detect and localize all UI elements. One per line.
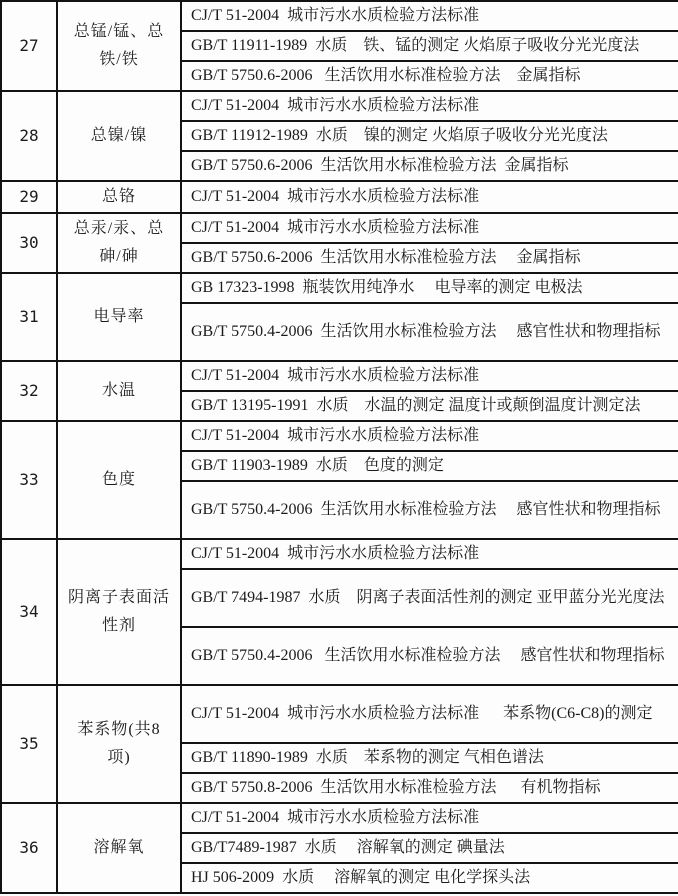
standard-cell: HJ 506-2009 水质 溶解氧的测定 电化学探头法 xyxy=(181,863,678,893)
row-number-cell: 31 xyxy=(1,273,57,361)
standard-cell: GB/T 5750.8-2006 生活饮用水标准检验方法 有机物指标 xyxy=(181,773,678,803)
parameter-name-cell: 色度 xyxy=(57,421,181,539)
parameter-name-cell: 总汞/汞、总砷/砷 xyxy=(57,213,181,273)
row-number-cell: 32 xyxy=(1,361,57,421)
standard-cell: GB/T 5750.4-2006 生活饮用水标准检验方法 感官性状和物理指标 xyxy=(181,303,678,361)
standard-cell: CJ/T 51-2004 城市污水水质检验方法标准 xyxy=(181,361,678,391)
standard-cell: CJ/T 51-2004 城市污水水质检验方法标准 xyxy=(181,421,678,451)
table-row xyxy=(1,539,678,569)
parameter-name-cell: 溶解氧 xyxy=(57,803,181,893)
standard-cell: GB/T 7494-1987 水质 阴离子表面活性剂的测定 亚甲蓝分光光度法 xyxy=(181,569,678,627)
parameter-name-cell: 总锰/锰、总铁/铁 xyxy=(57,1,181,91)
standard-cell: GB/T 5750.4-2006 生活饮用水标准检验方法 感官性状和物理指标 xyxy=(181,481,678,539)
standard-cell: GB/T 5750.6-2006 生活饮用水标准检验方法 金属指标 xyxy=(181,151,678,181)
standard-cell: GB/T 5750.6-2006 生活饮用水标准检验方法 金属指标 xyxy=(181,61,678,91)
standard-cell: GB/T 5750.4-2006 生活饮用水标准检验方法 感官性状和物理指标 xyxy=(181,627,678,685)
standard-cell: CJ/T 51-2004 城市污水水质检验方法标准 苯系物(C6-C8)的测定 xyxy=(181,685,678,743)
row-number-cell: 36 xyxy=(1,803,57,893)
table-row xyxy=(1,421,678,451)
standard-cell: GB/T 13195-1991 水质 水温的测定 温度计或颠倒温度计测定法 xyxy=(181,391,678,421)
parameter-name-cell: 苯系物(共8项) xyxy=(57,685,181,803)
table-row xyxy=(1,273,678,303)
standard-cell: CJ/T 51-2004 城市污水水质检验方法标准 xyxy=(181,181,678,213)
row-number-cell: 30 xyxy=(1,213,57,273)
table-row xyxy=(1,685,678,743)
table-row xyxy=(1,1,678,31)
row-number-cell: 28 xyxy=(1,91,57,181)
standard-cell: CJ/T 51-2004 城市污水水质检验方法标准 xyxy=(181,539,678,569)
standard-cell: GB/T 11912-1989 水质 镍的测定 火焰原子吸收分光光度法 xyxy=(181,121,678,151)
row-number-cell: 27 xyxy=(1,1,57,91)
parameter-name-cell: 总铬 xyxy=(57,181,181,213)
table-row xyxy=(1,361,678,391)
row-number-cell: 33 xyxy=(1,421,57,539)
standard-cell: CJ/T 51-2004 城市污水水质检验方法标准 xyxy=(181,1,678,31)
standard-cell: GB/T 11890-1989 水质 苯系物的测定 气相色谱法 xyxy=(181,743,678,773)
standard-cell: GB 17323-1998 瓶装饮用纯净水 电导率的测定 电极法 xyxy=(181,273,678,303)
table-row xyxy=(1,213,678,243)
table-row xyxy=(1,91,678,121)
standard-cell: GB/T 5750.6-2006 生活饮用水标准检验方法 金属指标 xyxy=(181,243,678,273)
table-row xyxy=(1,803,678,833)
standard-cell: CJ/T 51-2004 城市污水水质检验方法标准 xyxy=(181,213,678,243)
standard-cell: CJ/T 51-2004 城市污水水质检验方法标准 xyxy=(181,91,678,121)
standard-cell: GB/T 11903-1989 水质 色度的测定 xyxy=(181,451,678,481)
standards-table-body xyxy=(1,1,678,893)
parameter-name-cell: 总镍/镍 xyxy=(57,91,181,181)
table-row xyxy=(1,181,678,213)
standard-cell: CJ/T 51-2004 城市污水水质检验方法标准 xyxy=(181,803,678,833)
row-number-cell: 35 xyxy=(1,685,57,803)
parameter-name-cell: 阴离子表面活性剂 xyxy=(57,539,181,685)
standard-cell: GB/T 11911-1989 水质 铁、锰的测定 火焰原子吸收分光光度法 xyxy=(181,31,678,61)
standard-cell: GB/T7489-1987 水质 溶解氧的测定 碘量法 xyxy=(181,833,678,863)
row-number-cell: 34 xyxy=(1,539,57,685)
parameter-name-cell: 电导率 xyxy=(57,273,181,361)
parameter-name-cell: 水温 xyxy=(57,361,181,421)
row-number-cell: 29 xyxy=(1,181,57,213)
